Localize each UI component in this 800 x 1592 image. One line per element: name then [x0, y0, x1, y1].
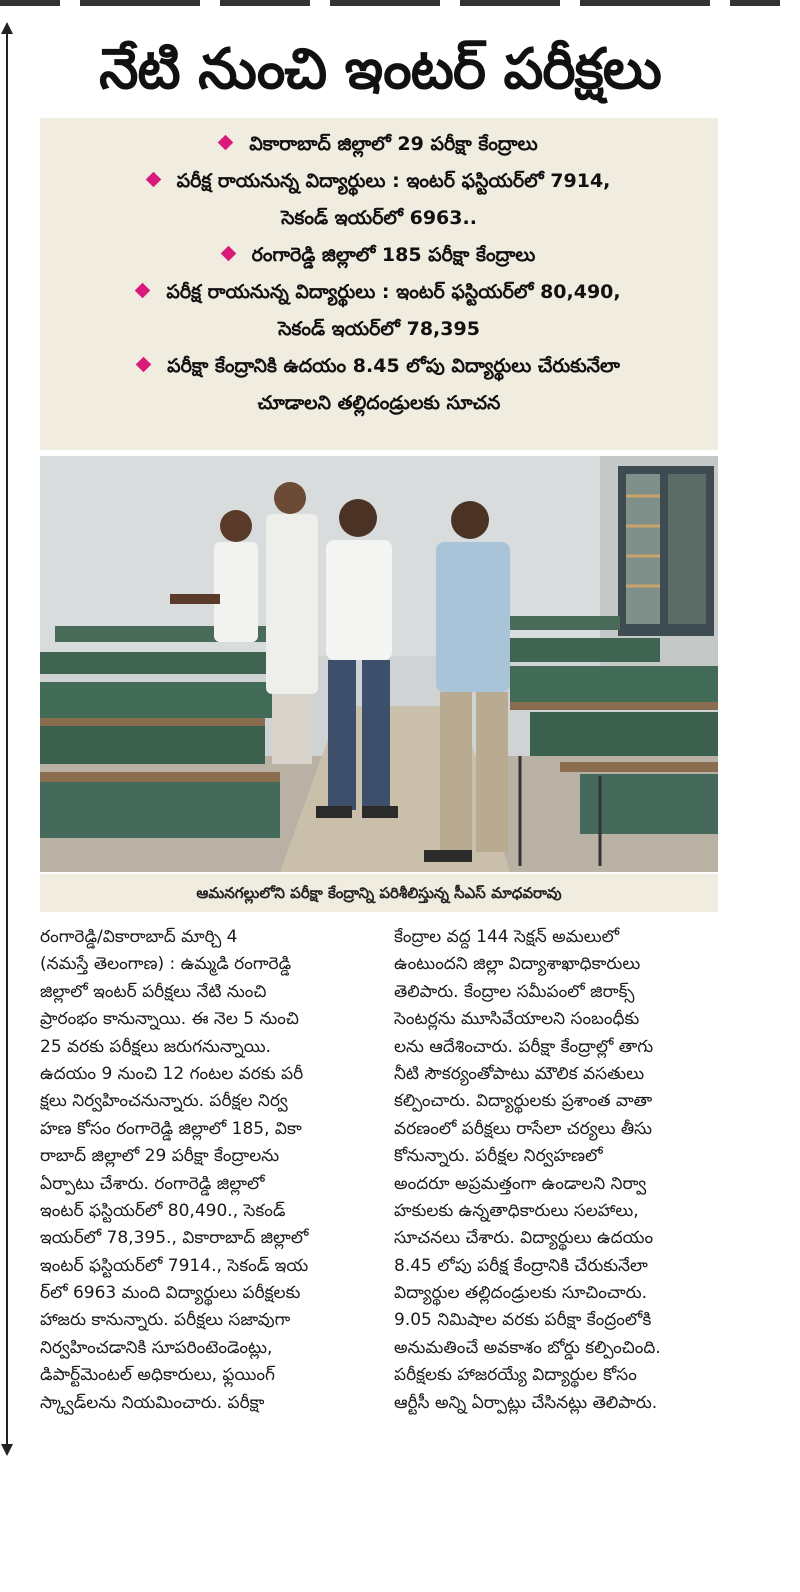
article-line: నీటి సౌకర్యంతోపాటు మౌలిక వసతులు	[394, 1063, 645, 1084]
highlight-line: రంగారెడ్డి జిల్లాలో 185 పరీక్షా కేంద్రాలు	[251, 244, 536, 266]
article-line: ఇంటర్ ఫస్టియర్‌లో 7914., సెకండ్ ఇయ	[40, 1255, 309, 1276]
news-photo	[40, 456, 718, 872]
article-line: సూచనలు చేశారు. విద్యార్థులు ఉదయం	[394, 1228, 654, 1249]
article-column-right	[394, 924, 720, 1417]
article-line: లను ఆదేశించారు. పరీక్షా కేంద్రాల్లో తాగు	[394, 1036, 654, 1057]
article-line: తెలిపారు. కేంద్రాల సమీపంలో జిరాక్స్	[394, 981, 635, 1002]
person-figure	[266, 482, 318, 764]
headline: నేటి నుంచి ఇంటర్ పరీక్షలు	[99, 37, 661, 102]
article-line: కల్పించారు. విద్యార్థులకు ప్రశాంత వాతా	[394, 1091, 653, 1112]
article-line: ఆర్టీసీ అన్ని ఏర్పాట్లు చేసినట్లు తెలిపారు.	[394, 1392, 658, 1413]
highlight-line: వికారాబాద్ జిల్లాలో 29 పరీక్షా కేంద్రాలు	[249, 133, 538, 155]
article-line: స్క్వాడ్‌లను నియమించారు. పరీక్షా	[40, 1392, 265, 1413]
article-line: ఉంటుందని జిల్లా విద్యాశాఖాధికారులు	[394, 954, 641, 975]
column-arrow-bottom-icon	[1, 1444, 13, 1456]
article-line: అందరూ అప్రమత్తంగా ఉండాలని నిర్వా	[394, 1173, 647, 1194]
article-line: సెంటర్లను మూసివేయాలని సంబంధీకు	[394, 1009, 640, 1030]
highlight-item	[54, 237, 704, 274]
diamond-bullet-icon	[220, 246, 236, 262]
article-line: అనుమతించే అవకాశం బోర్డు కల్పించింది.	[394, 1337, 661, 1358]
classroom-inspection-photo	[40, 456, 718, 872]
highlight-line: చూడాలని తల్లిదండ్రులకు సూచన	[257, 392, 501, 414]
article-line: రంగారెడ్డి/వికారాబాద్ మార్చి 4	[40, 927, 238, 947]
highlight-item	[54, 163, 704, 237]
highlight-item	[54, 126, 704, 163]
highlight-line: సెకండ్ ఇయర్‌లో 78,395	[278, 318, 480, 340]
article-column-left	[40, 924, 380, 1417]
highlight-line: పరీక్ష రాయనున్న విద్యార్థులు : ఇంటర్ ఫస్టియర్‌లో 7914,	[176, 170, 611, 192]
article-line: ఇయర్‌లో 78,395., వికారాబాద్ జిల్లాలో	[40, 1228, 309, 1249]
article-line: క్షలు నిర్వహించనున్నారు. పరీక్షల నిర్వ	[40, 1091, 288, 1112]
article-line: జిల్లాలో ఇంటర్ పరీక్షలు నేటి నుంచి	[40, 981, 267, 1002]
article-line: వరణంలో పరీక్షలు రాసేలా చర్యలు తీసు	[394, 1118, 652, 1139]
diamond-bullet-icon	[218, 135, 234, 151]
article-line: ఉదయం 9 నుంచి 12 గంటల వరకు పరీ	[40, 1063, 304, 1084]
highlight-line: సెకండ్ ఇయర్‌లో 6963..	[281, 207, 477, 229]
highlight-item	[54, 348, 704, 422]
article-line: విద్యార్థుల తల్లిదండ్రులకు సూచించారు.	[394, 1283, 648, 1304]
highlights-box	[40, 118, 718, 450]
article-line: ఇంటర్ ఫస్టియర్‌లో 80,490., సెకండ్	[40, 1200, 286, 1221]
diamond-bullet-icon	[145, 172, 161, 188]
article-line: 25 వరకు పరీక్షలు జరుగనున్నాయి.	[40, 1036, 272, 1057]
article-line: ర్‌లో 6963 మంది విద్యార్థులు పరీక్షలకు	[40, 1283, 301, 1304]
diamond-bullet-icon	[135, 283, 151, 299]
article-line: నిర్వహించడానికి సూపరింటెండెంట్లు,	[40, 1337, 273, 1358]
article-line: డిపార్ట్‌మెంటల్ అధికారులు, ఫ్లయింగ్	[40, 1365, 275, 1386]
highlight-line: పరీక్ష రాయనున్న విద్యార్థులు : ఇంటర్ ఫస్టియర్‌లో 80,490,	[166, 281, 621, 303]
article-line: (నమస్తే తెలంగాణ) : ఉమ్మడి రంగారెడ్డి	[40, 954, 292, 975]
article-line: కోనున్నారు. పరీక్షల నిర్వహణలో	[394, 1146, 603, 1167]
article-line: హాజరు కానున్నారు. పరీక్షలు సజావుగా	[40, 1310, 291, 1331]
article-line: హకులకు ఉన్నతాధికారులు సలహాలు,	[394, 1200, 639, 1221]
photo-caption: ఆమనగల్లులోని పరీక్షా కేంద్రాన్ని పరిశీలిస్తున్న సీఎస్ మాధవరావు	[40, 874, 718, 912]
article-line: పరీక్షలకు హాజరయ్యే విద్యార్థుల కోసం	[394, 1365, 637, 1386]
column-rule	[6, 28, 8, 1448]
diamond-bullet-icon	[136, 357, 152, 373]
article-line: 8.45 లోపు పరీక్ష కేంద్రానికి చేరుకునేలా	[394, 1255, 648, 1276]
highlight-line: పరీక్షా కేంద్రానికి ఉదయం 8.45 లోపు విద్యార్థులు చేరుకునేలా	[167, 355, 620, 377]
article-line: 9.05 నిమిషాల వరకు పరీక్షా కేంద్రంలోకి	[394, 1310, 652, 1331]
article-line: ప్రారంభం కానున్నాయి. ఈ నెల 5 నుంచి	[40, 1009, 299, 1030]
article-line: రాబాద్ జిల్లాలో 29 పరీక్షా కేంద్రాలను	[40, 1146, 280, 1167]
article-line: ఏర్పాటు చేశారు. రంగారెడ్డి జిల్లాలో	[40, 1173, 265, 1194]
highlight-item	[54, 274, 704, 348]
article-line: హణ కోసం రంగారెడ్డి జిల్లాలో 185, వికా	[40, 1118, 302, 1139]
article-line: కేంద్రాల వద్ద 144 సెక్షన్ అమలులో	[394, 927, 620, 947]
top-edge-strip	[0, 0, 800, 8]
